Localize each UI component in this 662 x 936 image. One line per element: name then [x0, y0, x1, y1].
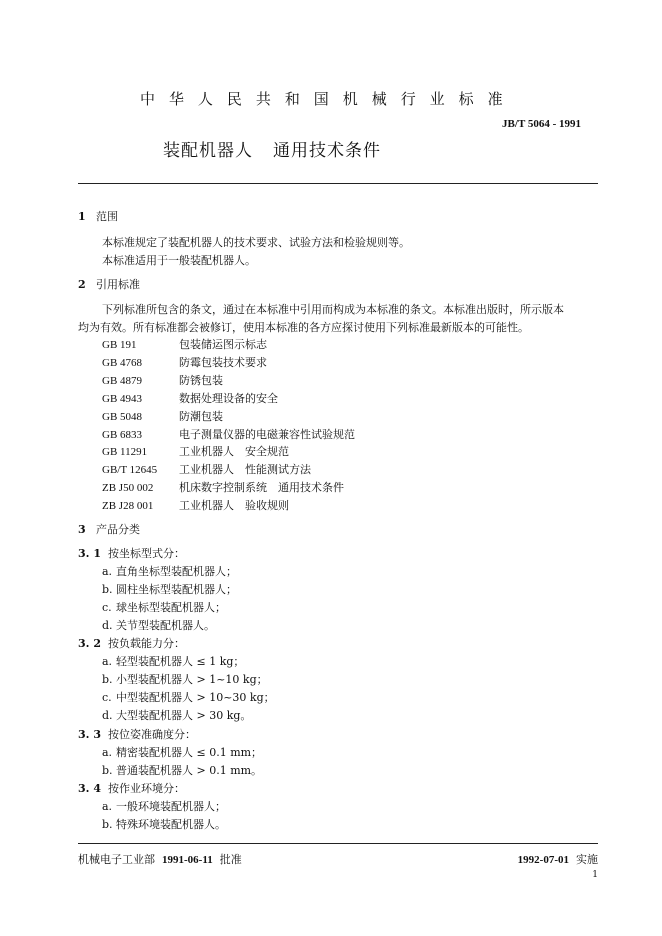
approval-date: 1991-06-11: [162, 854, 213, 866]
reference-code: GB 191: [102, 339, 137, 351]
section-1-paragraph-2: 本标准适用于一般装配机器人。: [102, 254, 256, 267]
reference-name: 防潮包装: [179, 410, 223, 423]
page-number: 1: [592, 870, 598, 880]
section-number: 3: [78, 523, 86, 536]
reference-row: [102, 497, 289, 513]
standard-org-heading: 中 华 人 民 共 和 国 机 械 行 业 标 准: [140, 90, 508, 108]
item-text: 一般环境装配机器人；: [116, 800, 226, 813]
reference-code: GB/T 12645: [102, 464, 158, 476]
item-letter: b.: [102, 673, 113, 686]
subsection-number: 3. 4: [78, 782, 101, 795]
reference-row: [102, 372, 223, 388]
list-item: [102, 599, 226, 615]
section-2-paragraph-line-2: 均为有效。所有标准都会被修订，使用本标准的各方应探讨使用下列标准最新版本的可能性。: [78, 321, 529, 334]
reference-code: GB 5048: [102, 411, 143, 423]
reference-row: [102, 354, 267, 370]
subsection-3-4-heading: [78, 780, 185, 796]
item-text: 轻型装配机器人 ≤ 1 kg；: [116, 655, 245, 668]
list-item: [102, 762, 262, 778]
list-item: [102, 744, 262, 760]
item-text: 中型装配机器人 > 10~30 kg；: [116, 691, 275, 704]
reference-name: 工业机器人 安全规范: [179, 445, 289, 458]
reference-code: GB 6833: [102, 429, 143, 441]
subsection-title: 按作业环境分：: [108, 782, 185, 795]
reference-code: GB 4943: [102, 393, 143, 405]
title-part-2: 通用技术条件: [273, 141, 381, 161]
reference-code: ZB J50 002: [102, 482, 154, 494]
section-title: 引用标准: [96, 278, 140, 291]
item-letter: a.: [102, 746, 113, 759]
item-letter: b.: [102, 764, 113, 777]
subsection-3-1-heading: [78, 545, 185, 561]
title-part-1: 装配机器人: [163, 141, 253, 161]
subsection-number: 3. 2: [78, 637, 101, 650]
item-letter: a.: [102, 800, 113, 813]
standard-code: JB/T 5064 - 1991: [502, 118, 581, 130]
list-item: [102, 653, 244, 669]
item-text: 圆柱坐标型装配机器人；: [116, 583, 237, 596]
subsection-title: 按位姿准确度分：: [108, 728, 196, 741]
subsection-title: 按坐标型式分：: [108, 547, 185, 560]
item-text: 球坐标型装配机器人；: [116, 601, 226, 614]
item-letter: d.: [102, 619, 113, 632]
section-number: 1: [78, 210, 86, 223]
item-text: 关节型装配机器人。: [116, 619, 215, 632]
subsection-number: 3. 1: [78, 547, 101, 560]
reference-code: GB 11291: [102, 446, 148, 458]
reference-row: [102, 408, 223, 424]
reference-row: [102, 479, 344, 495]
reference-name: 机床数字控制系统 通用技术条件: [179, 481, 344, 494]
section-title: 范围: [96, 210, 118, 223]
list-item: [102, 689, 275, 705]
reference-name: 电子测量仪器的电磁兼容性试验规范: [179, 428, 355, 441]
reference-row: [102, 443, 289, 459]
section-2-paragraph-line-1: 下列标准所包含的条文，通过在本标准中引用而构成为本标准的条文。本标准出版时，所示版本: [102, 303, 564, 316]
item-text: 小型装配机器人 > 1~10 kg；: [116, 673, 268, 686]
item-text: 普通装配机器人 > 0.1 mm。: [116, 764, 263, 777]
list-item: [102, 671, 268, 687]
item-text: 精密装配机器人 ≤ 0.1 mm；: [116, 746, 263, 759]
header-divider: [78, 183, 598, 184]
reference-name: 包装储运图示标志: [179, 338, 267, 351]
subsection-number: 3. 3: [78, 728, 101, 741]
reference-code: ZB J28 001: [102, 500, 154, 512]
approval-label: 批准: [219, 853, 242, 866]
effective-date: 1992-07-01: [517, 854, 569, 866]
reference-code: GB 4879: [102, 375, 143, 387]
list-item: [102, 798, 226, 814]
list-item: [102, 816, 226, 832]
section-1-paragraph-1: 本标准规定了装配机器人的技术要求、试验方法和检验规则等。: [102, 236, 410, 249]
item-letter: d.: [102, 709, 113, 722]
reference-name: 防锈包装: [179, 374, 223, 387]
footer-divider: [78, 843, 598, 844]
subsection-title: 按负载能力分：: [108, 637, 185, 650]
section-title: 产品分类: [96, 523, 140, 536]
subsection-3-3-heading: [78, 726, 196, 742]
item-letter: a.: [102, 655, 113, 668]
list-item: [102, 563, 237, 579]
document-title: [163, 136, 381, 161]
item-letter: b.: [102, 583, 113, 596]
item-text: 大型装配机器人 > 30 kg。: [116, 709, 252, 722]
section-number: 2: [78, 278, 86, 291]
reference-row: [102, 461, 311, 477]
item-letter: c.: [102, 691, 112, 704]
list-item: [102, 707, 251, 723]
item-text: 特殊环境装配机器人。: [116, 818, 226, 831]
reference-name: 数据处理设备的安全: [179, 392, 278, 405]
subsection-3-2-heading: [78, 635, 185, 651]
reference-code: GB 4768: [102, 357, 143, 369]
item-letter: a.: [102, 565, 113, 578]
effective-line: [518, 851, 598, 867]
section-1-heading: [78, 208, 118, 224]
reference-row: [102, 336, 267, 352]
approval-org: 机械电子工业部: [78, 853, 155, 866]
list-item: [102, 617, 215, 633]
section-3-heading: [78, 521, 140, 537]
item-letter: b.: [102, 818, 113, 831]
approval-line: [78, 851, 242, 867]
reference-name: 防霉包装技术要求: [179, 356, 267, 369]
item-text: 直角坐标型装配机器人；: [116, 565, 237, 578]
reference-name: 工业机器人 性能测试方法: [179, 463, 311, 476]
item-letter: c.: [102, 601, 112, 614]
section-2-heading: [78, 276, 140, 292]
reference-row: [102, 390, 278, 406]
effective-label: 实施: [576, 853, 598, 866]
list-item: [102, 581, 237, 597]
reference-row: [102, 426, 355, 442]
reference-name: 工业机器人 验收规则: [179, 499, 289, 512]
